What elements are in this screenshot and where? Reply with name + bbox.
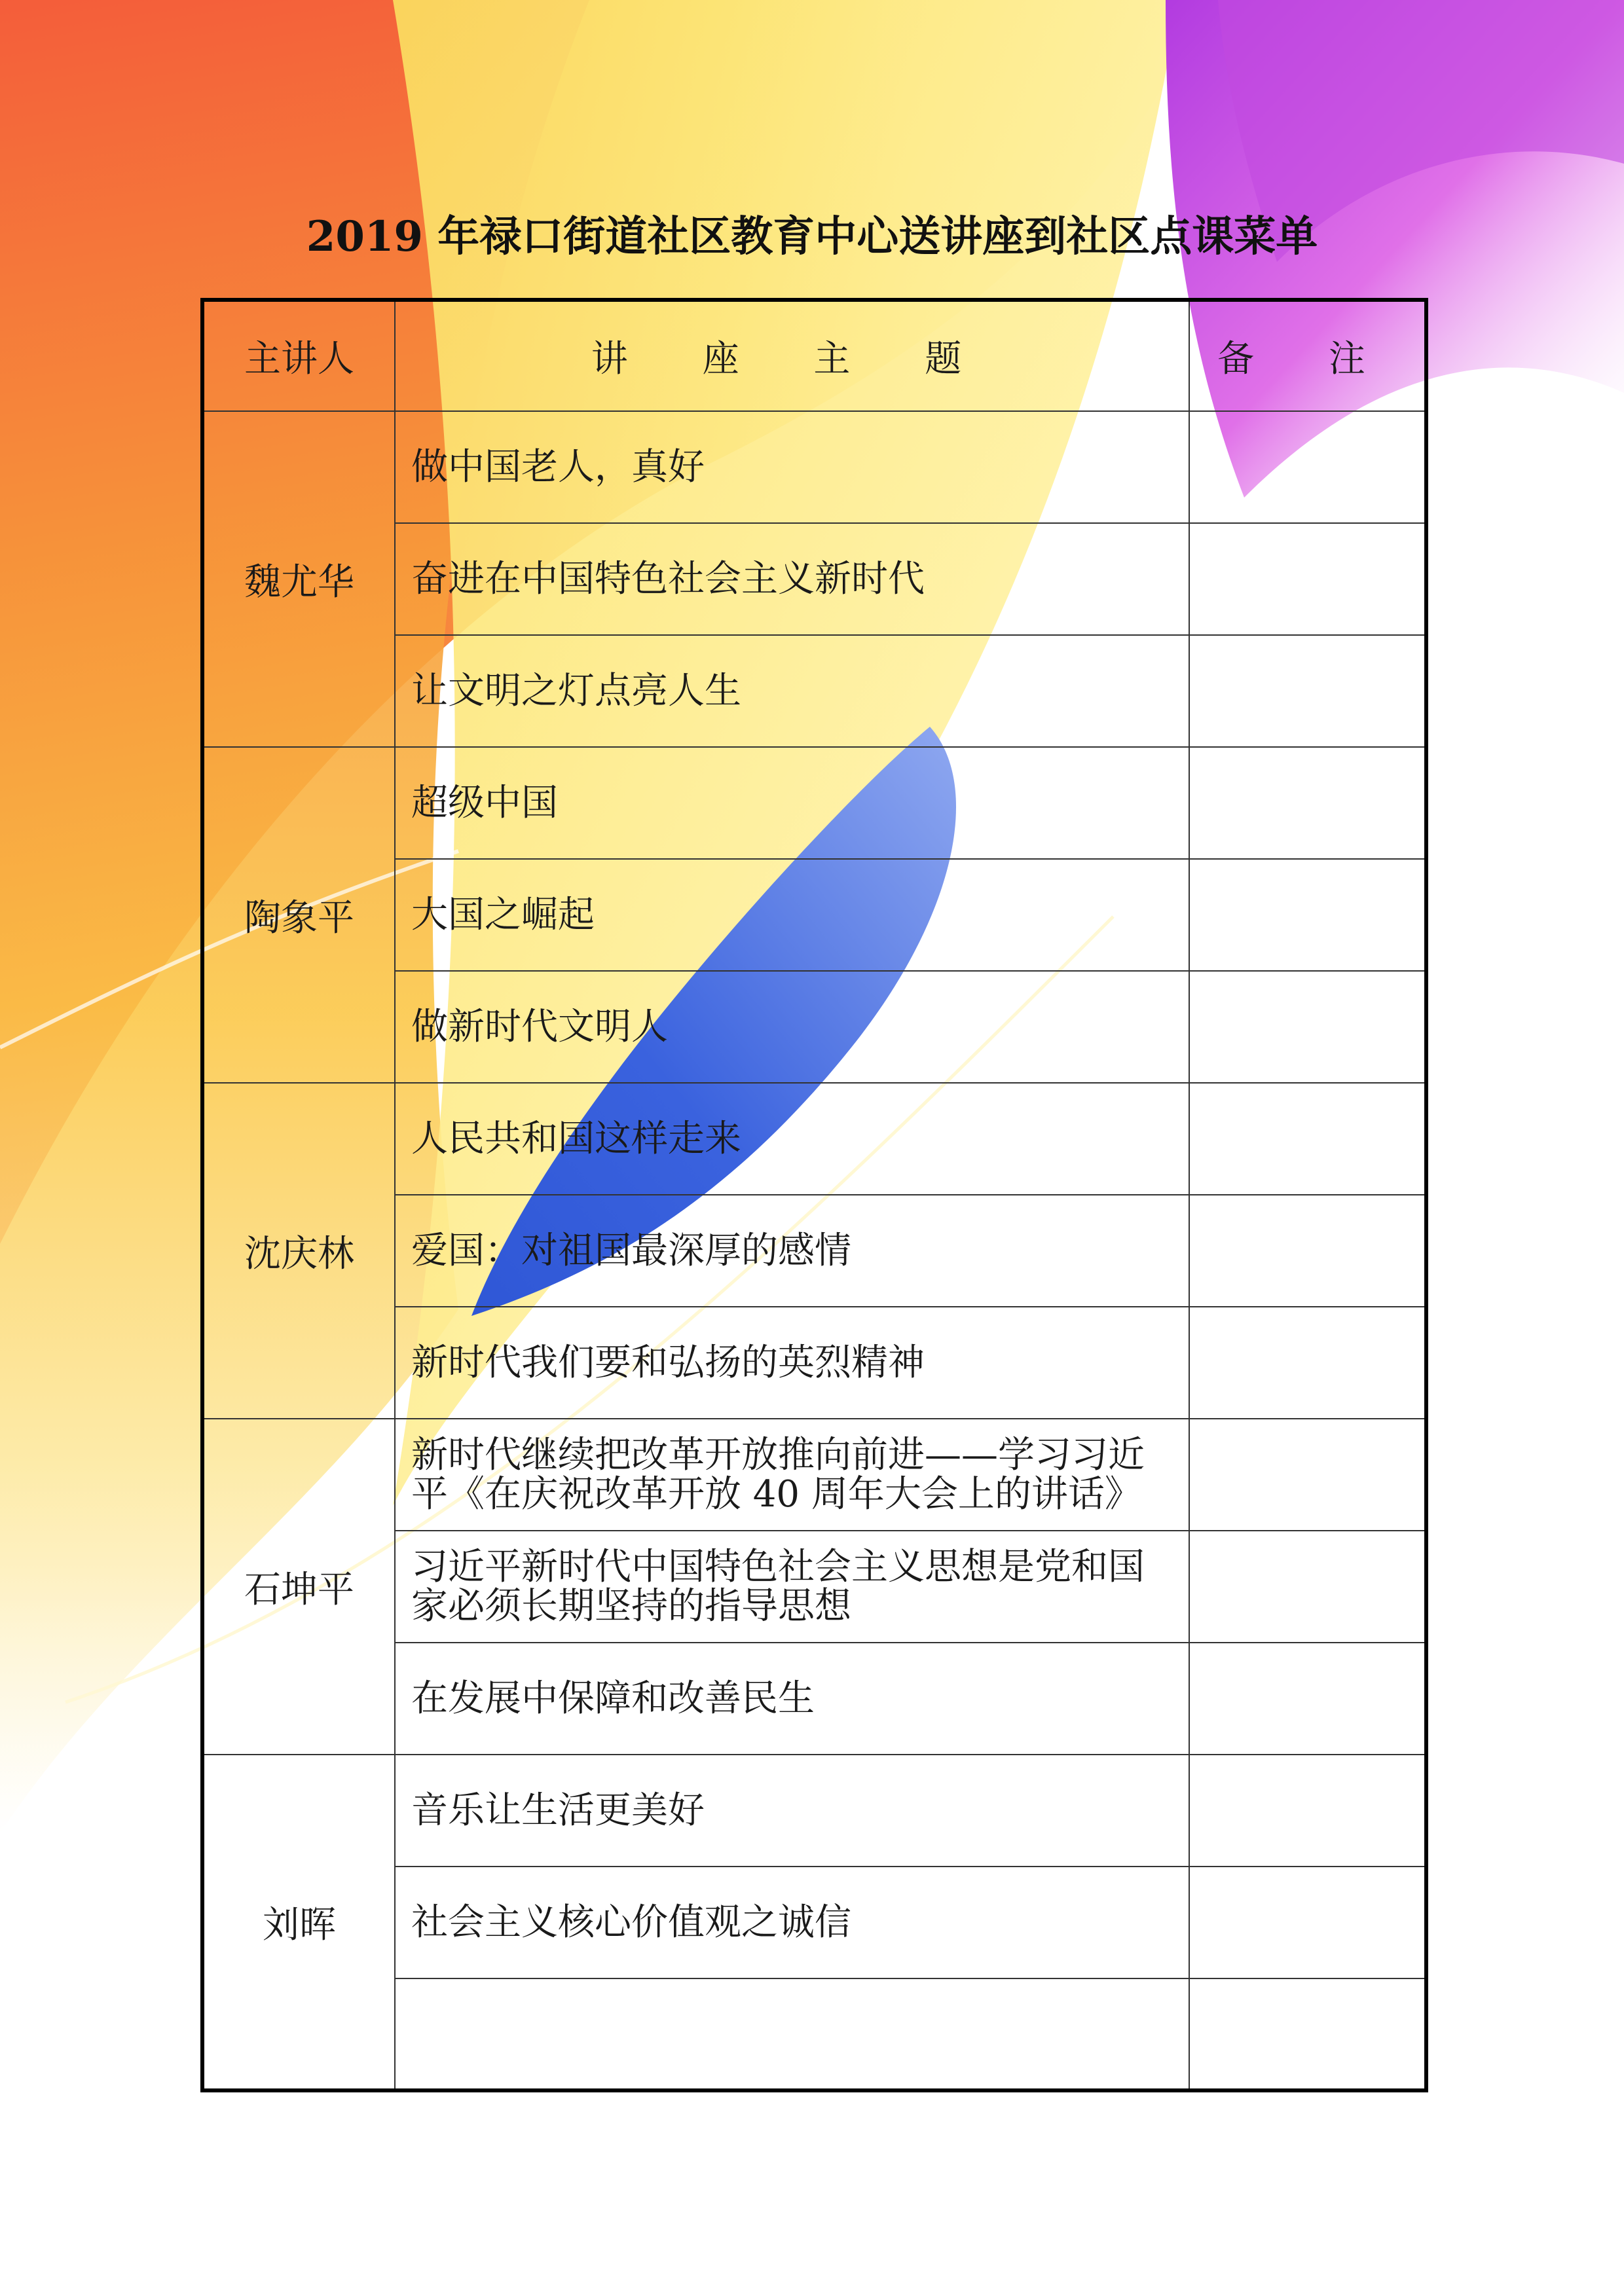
note-cell bbox=[1189, 1978, 1426, 2090]
topic-cell: 做新时代文明人 bbox=[395, 971, 1189, 1083]
topic-cell: 爱国：对祖国最深厚的感情 bbox=[395, 1195, 1189, 1307]
table-row bbox=[202, 1083, 1426, 1195]
speaker-cell: 石坤平 bbox=[202, 1419, 395, 1755]
lecture-menu-table bbox=[200, 298, 1428, 2092]
topic-cell: 在发展中保障和改善民生 bbox=[395, 1643, 1189, 1755]
topic-cell: 社会主义核心价值观之诚信 bbox=[395, 1867, 1189, 1978]
note-cell bbox=[1189, 1419, 1426, 1531]
speaker-cell: 沈庆林 bbox=[202, 1083, 395, 1419]
document-title: 2019 年禄口街道社区教育中心送讲座到社区点课菜单 bbox=[306, 212, 1318, 261]
note-cell bbox=[1189, 1083, 1426, 1195]
header-note: 备 注 bbox=[1189, 300, 1426, 411]
topic-cell: 人民共和国这样走来 bbox=[395, 1083, 1189, 1195]
topic-cell: 新时代我们要和弘扬的英烈精神 bbox=[395, 1307, 1189, 1419]
note-cell bbox=[1189, 1195, 1426, 1307]
topic-cell: 音乐让生活更美好 bbox=[395, 1755, 1189, 1867]
table-row bbox=[202, 1419, 1426, 1531]
header-topic: 讲 座 主 题 bbox=[395, 300, 1189, 411]
table-header-row bbox=[202, 300, 1426, 411]
table-row bbox=[202, 747, 1426, 859]
note-cell bbox=[1189, 1867, 1426, 1978]
note-cell bbox=[1189, 859, 1426, 971]
note-cell bbox=[1189, 1531, 1426, 1643]
topic-cell: 习近平新时代中国特色社会主义思想是党和国家必须长期坚持的指导思想 bbox=[395, 1531, 1189, 1643]
speaker-cell: 陶象平 bbox=[202, 747, 395, 1083]
note-cell bbox=[1189, 1643, 1426, 1755]
header-speaker: 主讲人 bbox=[202, 300, 395, 411]
speaker-cell: 魏尤华 bbox=[202, 411, 395, 747]
note-cell bbox=[1189, 747, 1426, 859]
table-row bbox=[202, 1755, 1426, 1867]
note-cell bbox=[1189, 635, 1426, 747]
topic-cell: 让文明之灯点亮人生 bbox=[395, 635, 1189, 747]
topic-cell: 做中国老人，真好 bbox=[395, 411, 1189, 523]
topic-cell: 奋进在中国特色社会主义新时代 bbox=[395, 523, 1189, 635]
topic-cell bbox=[395, 1978, 1189, 2090]
note-cell bbox=[1189, 971, 1426, 1083]
topic-cell: 大国之崛起 bbox=[395, 859, 1189, 971]
topic-cell: 超级中国 bbox=[395, 747, 1189, 859]
table-row bbox=[202, 411, 1426, 523]
speaker-cell: 刘晖 bbox=[202, 1755, 395, 2090]
note-cell bbox=[1189, 1307, 1426, 1419]
topic-cell: 新时代继续把改革开放推向前进——学习习近平《在庆祝改革开放 40 周年大会上的讲话》 bbox=[395, 1419, 1189, 1531]
note-cell bbox=[1189, 1755, 1426, 1867]
note-cell bbox=[1189, 411, 1426, 523]
note-cell bbox=[1189, 523, 1426, 635]
